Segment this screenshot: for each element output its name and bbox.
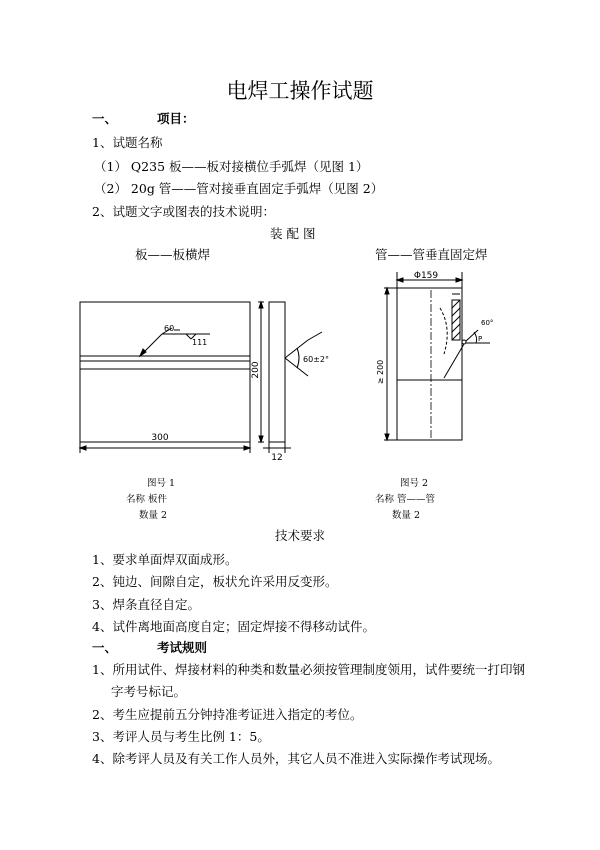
page-title: 电焊工操作试题 <box>226 79 374 103</box>
rule-item-continuation: 字考号标记。 <box>111 684 187 699</box>
fig2-dim-length: ≥ 200 <box>376 359 385 385</box>
item-tech-description: 2、试题文字或图表的技术说明： <box>92 204 275 219</box>
sub-item-plate: （1） Q235 板——板对接横位手弧焊（见图 1） <box>94 159 369 174</box>
fig1-title: 板——板横焊 <box>135 247 211 262</box>
fig2-groove-label: P <box>478 335 483 343</box>
fig2-groove-angle: 60° <box>481 319 494 327</box>
rule-item: 1、所用试件、焊接材料的种类和数量必须按管理制度领用，试件要统一打印钢 <box>92 662 525 677</box>
fig1-dim-height: 200 <box>251 361 261 379</box>
section1-heading: 项目： <box>157 111 195 126</box>
fig2-caption-number: 图号 2 <box>400 478 429 489</box>
fig2-title: 管——管垂直固定焊 <box>375 247 488 262</box>
tech-item: 3、焊条直径自定。 <box>92 597 200 612</box>
assembly-heading: 装 配 图 <box>270 226 316 241</box>
section2-number: 一、 <box>92 640 118 655</box>
tech-item: 1、要求单面焊双面成形。 <box>92 552 238 567</box>
tech-heading: 技术要求 <box>275 528 326 543</box>
section2-heading: 考试规则 <box>157 640 208 655</box>
rule-item: 2、考生应提前五分钟持准考证进入指定的考位。 <box>92 707 363 722</box>
rule-item: 4、除考评人员及有关工作人员外，其它人员不准进入实际操作考试现场。 <box>92 751 500 766</box>
fig1-weld-angle: 60 <box>164 324 175 333</box>
fig1-caption-quantity: 数量 2 <box>139 510 168 521</box>
tech-item: 4、试件离地面高度自定；固定焊接不得移动试件。 <box>92 619 375 634</box>
tech-item: 2、钝边、间隙自定，板状允许采用反变形。 <box>92 574 338 589</box>
item-test-name: 1、试题名称 <box>92 135 163 150</box>
fig1-dim-thickness: 12 <box>271 453 283 463</box>
fig1-groove-angle: 60±2° <box>303 355 329 364</box>
fig1-dim-width: 300 <box>151 433 169 443</box>
sub-item-pipe: （2） 20g 管——管对接垂直固定手弧焊（见图 2） <box>94 181 384 196</box>
fig1-drawing <box>60 290 360 470</box>
fig2-caption-name: 名称 管——管 <box>375 494 436 505</box>
rule-item: 3、考评人员与考生比例 1：5。 <box>92 729 270 744</box>
plate-side-view <box>269 302 285 442</box>
fig2-drawing <box>360 268 520 468</box>
fig1-caption-number: 图号 1 <box>147 478 176 489</box>
fig2-caption-quantity: 数量 2 <box>392 510 421 521</box>
fig1-weld-code: 111 <box>192 338 208 347</box>
plate-outline <box>80 302 250 442</box>
fig2-dim-diameter: Φ159 <box>413 271 439 281</box>
fig1-caption-name: 名称 板件 <box>126 494 168 505</box>
section1-number: 一、 <box>92 111 118 126</box>
